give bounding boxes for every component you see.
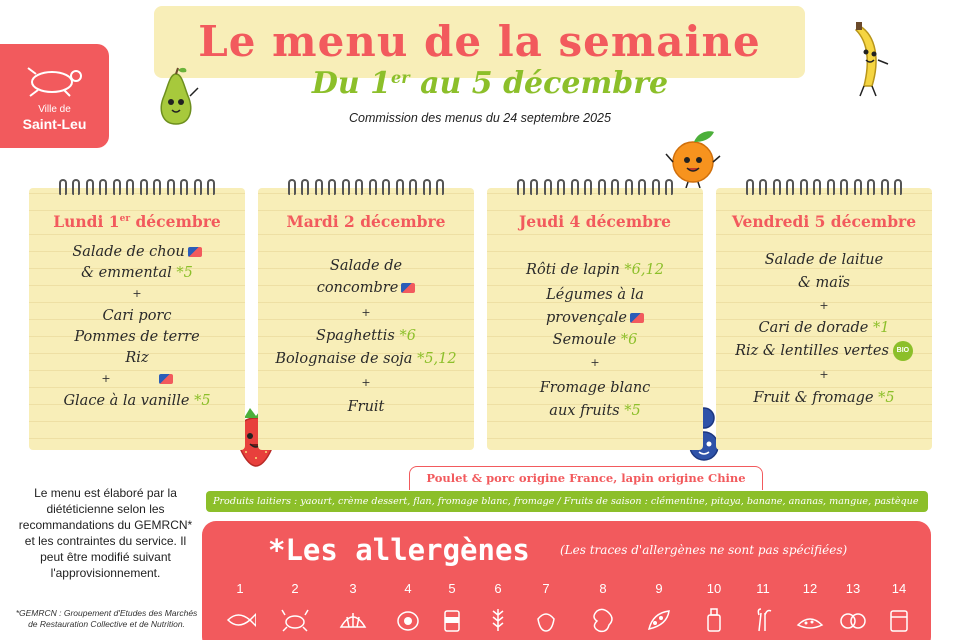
banana-mascot-icon	[842, 20, 892, 100]
meat-origin-banner: Poulet & porc origine France, lapin origine Chine	[409, 466, 763, 490]
separator-plus: +	[361, 306, 371, 319]
crab-icon	[279, 607, 311, 633]
allergen-number: 4	[404, 581, 412, 596]
logo-small-text: Ville de	[38, 104, 71, 115]
allergens-title: *Les allergènes	[268, 533, 530, 567]
allergen-number: 13	[845, 581, 861, 596]
day-card-vendredi	[716, 188, 932, 450]
reunion-flag-icon	[630, 313, 644, 323]
spiral-binding	[517, 179, 673, 197]
dish: Salade de	[329, 258, 403, 274]
date-range-suffix: au 5 décembre	[409, 66, 669, 101]
separator-plus: +	[29, 372, 245, 385]
menu-info-text: Le menu est élaboré par la diététicienne selon les recommandations du GEMRCN* et les contraintes du service. Il peut être modifié suivant l'approvisionnement.	[18, 486, 193, 580]
date-range-prefix: Du 1	[311, 66, 392, 101]
saint-leu-logo	[0, 44, 109, 148]
allergen-number: 8	[599, 581, 607, 596]
allergen-number: 11	[756, 581, 770, 596]
egg-icon	[392, 607, 424, 633]
dish: Fruit & fromage *5	[753, 390, 895, 406]
allergen-number: 3	[349, 581, 357, 596]
allergen-number: 12	[802, 581, 818, 596]
allergens-subtitle: (Les traces d'allergènes ne sont pas spécifiées)	[560, 543, 848, 557]
gemrcn-note: *GEMRCN : Groupement d'Etudes des Marchés de Restauration Collective et de Nutrition.	[15, 608, 198, 629]
day-card-lundi	[29, 188, 245, 450]
wheat-icon	[482, 607, 514, 633]
dish: Fruit	[347, 399, 385, 415]
allergen-number: 10	[706, 581, 722, 596]
day-card-jeudi	[487, 188, 703, 450]
dish: Cari de dorade *1	[758, 320, 890, 336]
dish: & emmental *5	[81, 265, 193, 281]
dish: Riz & lentilles vertes BIO	[716, 341, 932, 362]
day-title: Lundi 1er décembre	[53, 212, 221, 231]
mustard-icon	[698, 607, 730, 633]
separator-plus: +	[819, 368, 829, 381]
shell-icon	[337, 607, 369, 633]
allergen-number: 7	[542, 581, 550, 596]
allergen-number: 5	[448, 581, 456, 596]
separator-plus: +	[590, 356, 600, 369]
dish: provençale	[487, 308, 703, 329]
day-title: Jeudi 4 décembre	[518, 212, 672, 231]
sulfite-icon	[883, 607, 915, 633]
lupin-icon	[837, 607, 869, 633]
dish: Salade de chou	[29, 242, 245, 263]
sesame-icon	[794, 607, 826, 633]
dish: Rôti de lapin *6,12	[526, 262, 664, 278]
day-title: Vendredi 5 décembre	[731, 212, 917, 231]
dish: Spaghettis *6	[316, 328, 416, 344]
page-title: Le menu de la semaine	[198, 17, 761, 66]
products-banner: Produits laitiers : yaourt, crème dessert, flan, fromage blanc, fromage / Fruits de saison : clémentine, pitaya, banane, ananas, mangue, pastèque	[206, 491, 928, 512]
dish: & maïs	[798, 275, 850, 291]
logo-big-text: Saint-Leu	[22, 116, 87, 132]
day-card-mardi	[258, 188, 474, 450]
day-title: Mardi 2 décembre	[286, 212, 446, 231]
date-range-sup: er	[391, 68, 410, 87]
spiral-binding	[288, 179, 444, 197]
peanut-icon	[587, 607, 619, 633]
nut-icon	[530, 607, 562, 633]
bio-badge: BIO	[893, 341, 913, 361]
dish: aux fruits *5	[549, 403, 641, 419]
dish: Cari porc	[102, 308, 172, 324]
dish: Bolognaise de soja *5,12	[275, 351, 457, 367]
pear-mascot-icon	[150, 66, 202, 128]
allergens-panel	[202, 521, 931, 640]
separator-plus: +	[819, 299, 829, 312]
dish: Salade de laitue	[764, 252, 884, 268]
spiral-binding	[746, 179, 902, 197]
spiral-binding	[59, 179, 215, 197]
commission-date: Commission des menus du 24 septembre 2025	[349, 111, 611, 125]
dish: Semoule *6	[552, 332, 638, 348]
dish: Riz	[125, 350, 149, 366]
allergen-number: 2	[291, 581, 299, 596]
reunion-flag-icon	[401, 283, 415, 293]
dish: Légumes à la	[546, 287, 644, 303]
turtle-icon	[24, 60, 84, 100]
reunion-flag-icon	[159, 374, 173, 384]
jar-icon	[436, 607, 468, 633]
celery-icon	[747, 607, 779, 633]
fish-icon	[224, 607, 256, 633]
dish: Glace à la vanille *5	[63, 393, 211, 409]
allergen-number: 14	[891, 581, 907, 596]
dish: Pommes de terre	[74, 329, 200, 345]
separator-plus: +	[361, 376, 371, 389]
dish: Fromage blanc	[539, 380, 651, 396]
reunion-flag-icon	[188, 247, 202, 257]
allergen-number: 6	[494, 581, 502, 596]
soy-icon	[643, 607, 675, 633]
separator-plus: +	[132, 287, 142, 300]
date-range	[300, 66, 680, 101]
allergen-number: 9	[655, 581, 663, 596]
allergen-number: 1	[236, 581, 244, 596]
dish: concombre	[258, 278, 474, 299]
